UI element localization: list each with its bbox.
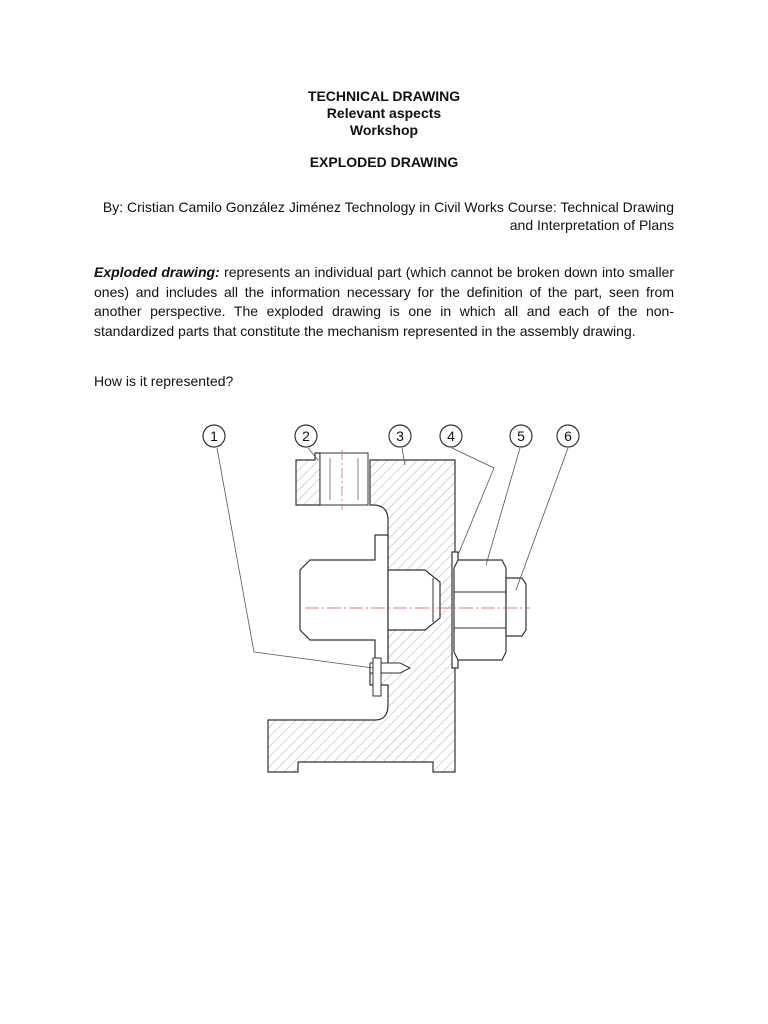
top-block-part <box>296 453 320 505</box>
callout-2-label: 2 <box>302 428 310 444</box>
document-title: TECHNICAL DRAWING <box>307 88 461 104</box>
assembly-drawing <box>190 420 590 790</box>
callout-5-label: 5 <box>517 428 525 444</box>
callout-1-label: 1 <box>210 428 218 444</box>
callout-3-label: 3 <box>396 428 404 444</box>
document-subtitle-relevant: Relevant aspects <box>326 105 442 121</box>
definition-paragraph <box>94 263 674 341</box>
callout-2 <box>295 425 317 447</box>
top-block-slot <box>320 453 368 505</box>
bolt-part <box>506 578 526 636</box>
hex-nut-part <box>454 560 506 660</box>
callout-6 <box>557 425 579 447</box>
definition-text: represents an individual part (which cannot be broken down into smaller ones) and includes all the information necessary for the definition of the part, seen from another perspective. The exploded drawing is one in which all and each of the non-standardized parts that constitute the mechanism represented in the assembly drawing. <box>94 264 675 339</box>
definition-term: Exploded drawing: <box>94 264 220 280</box>
callout-5 <box>510 425 532 447</box>
title-block <box>0 88 768 139</box>
callout-6-label: 6 <box>564 428 572 444</box>
callout-4-label: 4 <box>447 428 455 444</box>
callout-4 <box>440 425 462 447</box>
document-subtitle-workshop: Workshop <box>349 122 419 138</box>
question-text: How is it represented? <box>94 373 234 389</box>
shaft-part <box>300 535 388 665</box>
author-byline: By: Cristian Camilo González Jiménez Technology in Civil Works Course: Technical Drawing and Interpretation of Plans <box>102 199 674 233</box>
callout-1 <box>203 425 225 447</box>
callout-3 <box>389 425 411 447</box>
section-heading: EXPLODED DRAWING <box>309 154 459 170</box>
